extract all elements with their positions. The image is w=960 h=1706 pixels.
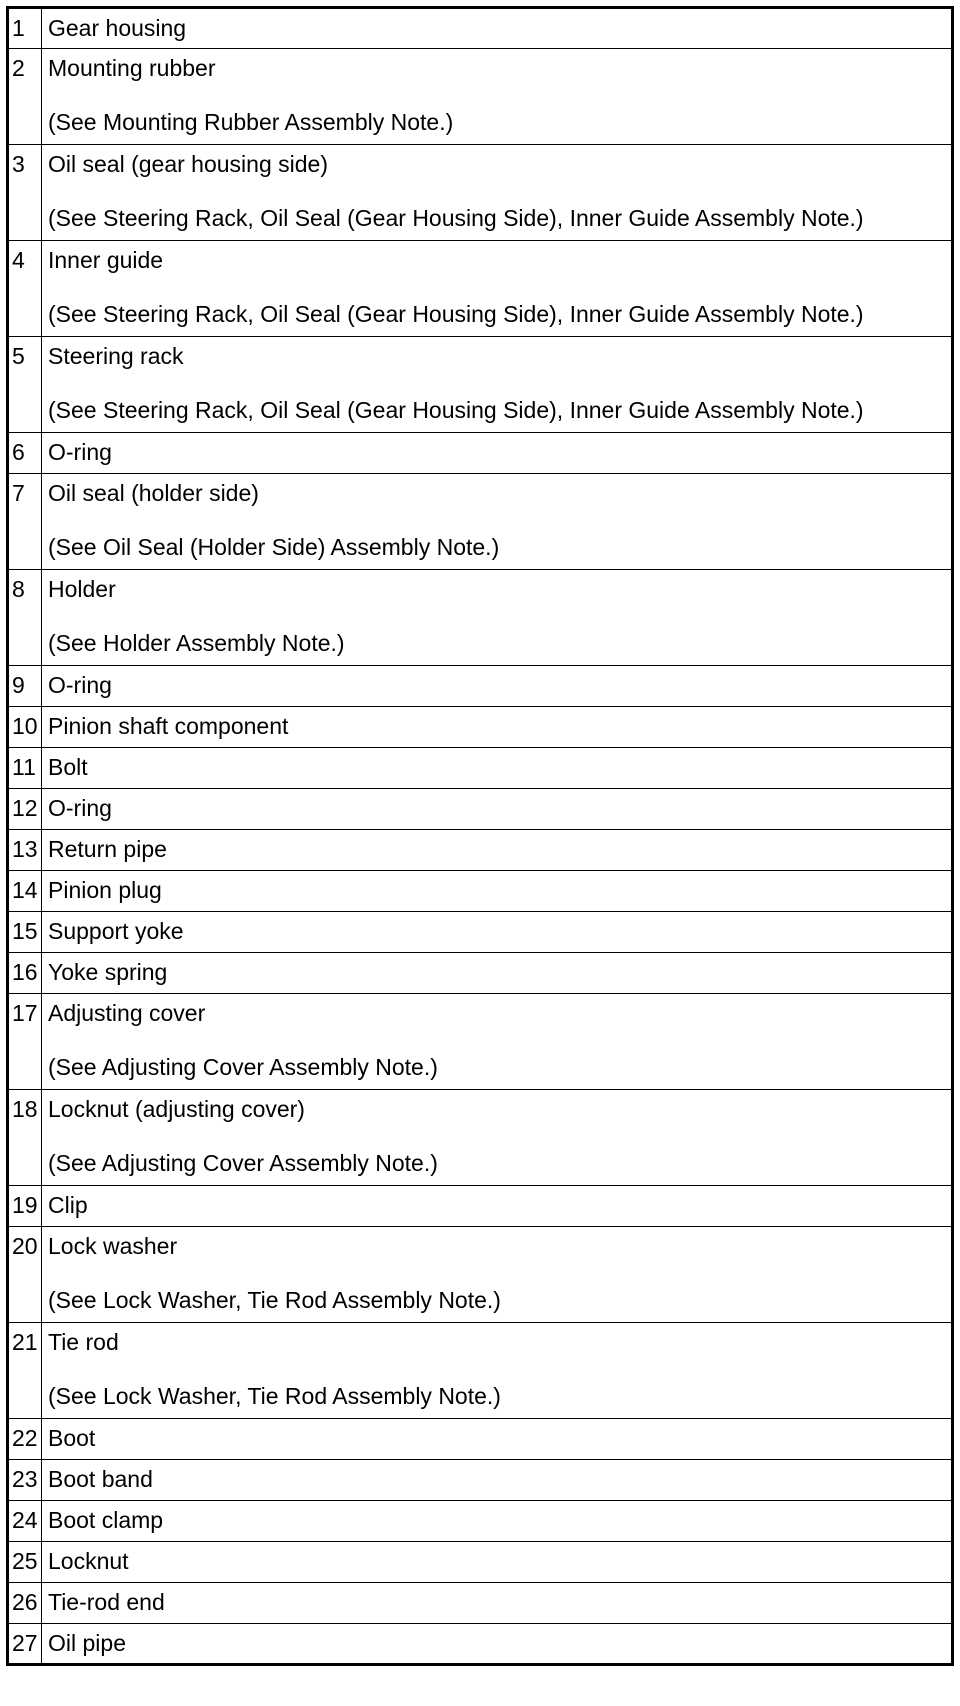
part-name: Boot — [48, 1425, 96, 1451]
table-row — [8, 1227, 953, 1323]
part-name: Boot band — [48, 1466, 153, 1492]
part-assembly-note: (See Steering Rack, Oil Seal (Gear Housing Side), Inner Guide Assembly Note.) — [48, 397, 864, 423]
parts-table-body — [8, 8, 953, 1665]
table-row — [8, 145, 953, 241]
part-name: Steering rack — [48, 343, 184, 369]
part-name: Tie rod — [48, 1329, 119, 1355]
part-name: Yoke spring — [48, 959, 168, 985]
table-row — [8, 666, 953, 707]
part-number: 10 — [8, 707, 42, 748]
table-row — [8, 1323, 953, 1419]
part-name: Bolt — [48, 754, 88, 780]
table-row — [8, 1186, 953, 1227]
part-number: 24 — [8, 1501, 42, 1542]
part-name: Oil seal (gear housing side) — [48, 151, 328, 177]
part-assembly-note: (See Mounting Rubber Assembly Note.) — [48, 109, 454, 135]
part-name: Oil seal (holder side) — [48, 480, 259, 506]
table-row — [8, 49, 953, 145]
part-number: 5 — [8, 337, 42, 433]
part-assembly-note: (See Lock Washer, Tie Rod Assembly Note.) — [48, 1383, 501, 1409]
part-number: 13 — [8, 830, 42, 871]
part-number: 2 — [8, 49, 42, 145]
part-name: Oil pipe — [48, 1630, 126, 1656]
part-description — [42, 994, 953, 1090]
part-name: O-ring — [48, 672, 112, 698]
table-row — [8, 337, 953, 433]
part-description — [42, 1227, 953, 1323]
part-number: 7 — [8, 474, 42, 570]
table-row — [8, 8, 953, 49]
part-name: Mounting rubber — [48, 55, 216, 81]
part-description — [42, 1460, 953, 1501]
part-description — [42, 474, 953, 570]
part-number: 26 — [8, 1583, 42, 1624]
part-number: 18 — [8, 1090, 42, 1186]
table-row — [8, 953, 953, 994]
part-number: 20 — [8, 1227, 42, 1323]
part-description — [42, 830, 953, 871]
part-name: Pinion plug — [48, 877, 162, 903]
table-row — [8, 912, 953, 953]
part-description — [42, 748, 953, 789]
part-description — [42, 337, 953, 433]
table-row — [8, 1419, 953, 1460]
part-number: 25 — [8, 1542, 42, 1583]
part-number: 14 — [8, 871, 42, 912]
part-name: Adjusting cover — [48, 1000, 206, 1026]
part-assembly-note: (See Oil Seal (Holder Side) Assembly Note.) — [48, 534, 500, 560]
part-name: Return pipe — [48, 836, 167, 862]
part-name: Lock washer — [48, 1233, 178, 1259]
part-number: 19 — [8, 1186, 42, 1227]
table-row — [8, 474, 953, 570]
table-row — [8, 748, 953, 789]
table-row — [8, 241, 953, 337]
table-row — [8, 1583, 953, 1624]
table-row — [8, 1542, 953, 1583]
table-row — [8, 570, 953, 666]
part-assembly-note: (See Steering Rack, Oil Seal (Gear Housing Side), Inner Guide Assembly Note.) — [48, 205, 864, 231]
part-description — [42, 570, 953, 666]
table-row — [8, 830, 953, 871]
part-description — [42, 707, 953, 748]
part-description — [42, 1323, 953, 1419]
table-row — [8, 789, 953, 830]
part-number: 11 — [8, 748, 42, 789]
table-row — [8, 1624, 953, 1665]
part-number: 22 — [8, 1419, 42, 1460]
table-row — [8, 871, 953, 912]
table-row — [8, 1090, 953, 1186]
part-name: Boot clamp — [48, 1507, 164, 1533]
part-description — [42, 1090, 953, 1186]
part-description — [42, 1419, 953, 1460]
part-number: 17 — [8, 994, 42, 1090]
table-row — [8, 994, 953, 1090]
part-description — [42, 8, 953, 49]
part-description — [42, 871, 953, 912]
part-assembly-note: (See Adjusting Cover Assembly Note.) — [48, 1150, 438, 1176]
part-name: O-ring — [48, 439, 112, 465]
part-description — [42, 912, 953, 953]
part-number: 4 — [8, 241, 42, 337]
part-name: Pinion shaft component — [48, 713, 289, 739]
part-description — [42, 953, 953, 994]
part-description — [42, 1186, 953, 1227]
part-name: Support yoke — [48, 918, 184, 944]
part-name: Clip — [48, 1192, 88, 1218]
part-description — [42, 1583, 953, 1624]
part-number: 15 — [8, 912, 42, 953]
part-assembly-note: (See Lock Washer, Tie Rod Assembly Note.) — [48, 1287, 501, 1313]
part-description — [42, 1624, 953, 1665]
part-number: 12 — [8, 789, 42, 830]
part-assembly-note: (See Adjusting Cover Assembly Note.) — [48, 1054, 438, 1080]
part-description — [42, 49, 953, 145]
table-row — [8, 1460, 953, 1501]
part-description — [42, 1501, 953, 1542]
table-row — [8, 707, 953, 748]
part-number: 21 — [8, 1323, 42, 1419]
parts-legend-sheet — [6, 6, 954, 1666]
part-description — [42, 789, 953, 830]
part-number: 1 — [8, 8, 42, 49]
part-name: Holder — [48, 576, 116, 602]
part-name: Inner guide — [48, 247, 164, 273]
part-number: 27 — [8, 1624, 42, 1665]
part-name: O-ring — [48, 795, 112, 821]
part-description — [42, 1542, 953, 1583]
table-row — [8, 1501, 953, 1542]
part-name: Tie-rod end — [48, 1589, 165, 1615]
part-number: 23 — [8, 1460, 42, 1501]
part-number: 9 — [8, 666, 42, 707]
part-name: Locknut — [48, 1548, 129, 1574]
part-name: Locknut (adjusting cover) — [48, 1096, 305, 1122]
part-assembly-note: (See Steering Rack, Oil Seal (Gear Housing Side), Inner Guide Assembly Note.) — [48, 301, 864, 327]
part-number: 16 — [8, 953, 42, 994]
part-description — [42, 241, 953, 337]
part-description — [42, 145, 953, 241]
part-number: 3 — [8, 145, 42, 241]
part-name: Gear housing — [48, 15, 187, 41]
table-row — [8, 433, 953, 474]
part-description — [42, 666, 953, 707]
parts-table — [6, 6, 954, 1666]
part-number: 8 — [8, 570, 42, 666]
part-assembly-note: (See Holder Assembly Note.) — [48, 630, 345, 656]
part-number: 6 — [8, 433, 42, 474]
part-description — [42, 433, 953, 474]
